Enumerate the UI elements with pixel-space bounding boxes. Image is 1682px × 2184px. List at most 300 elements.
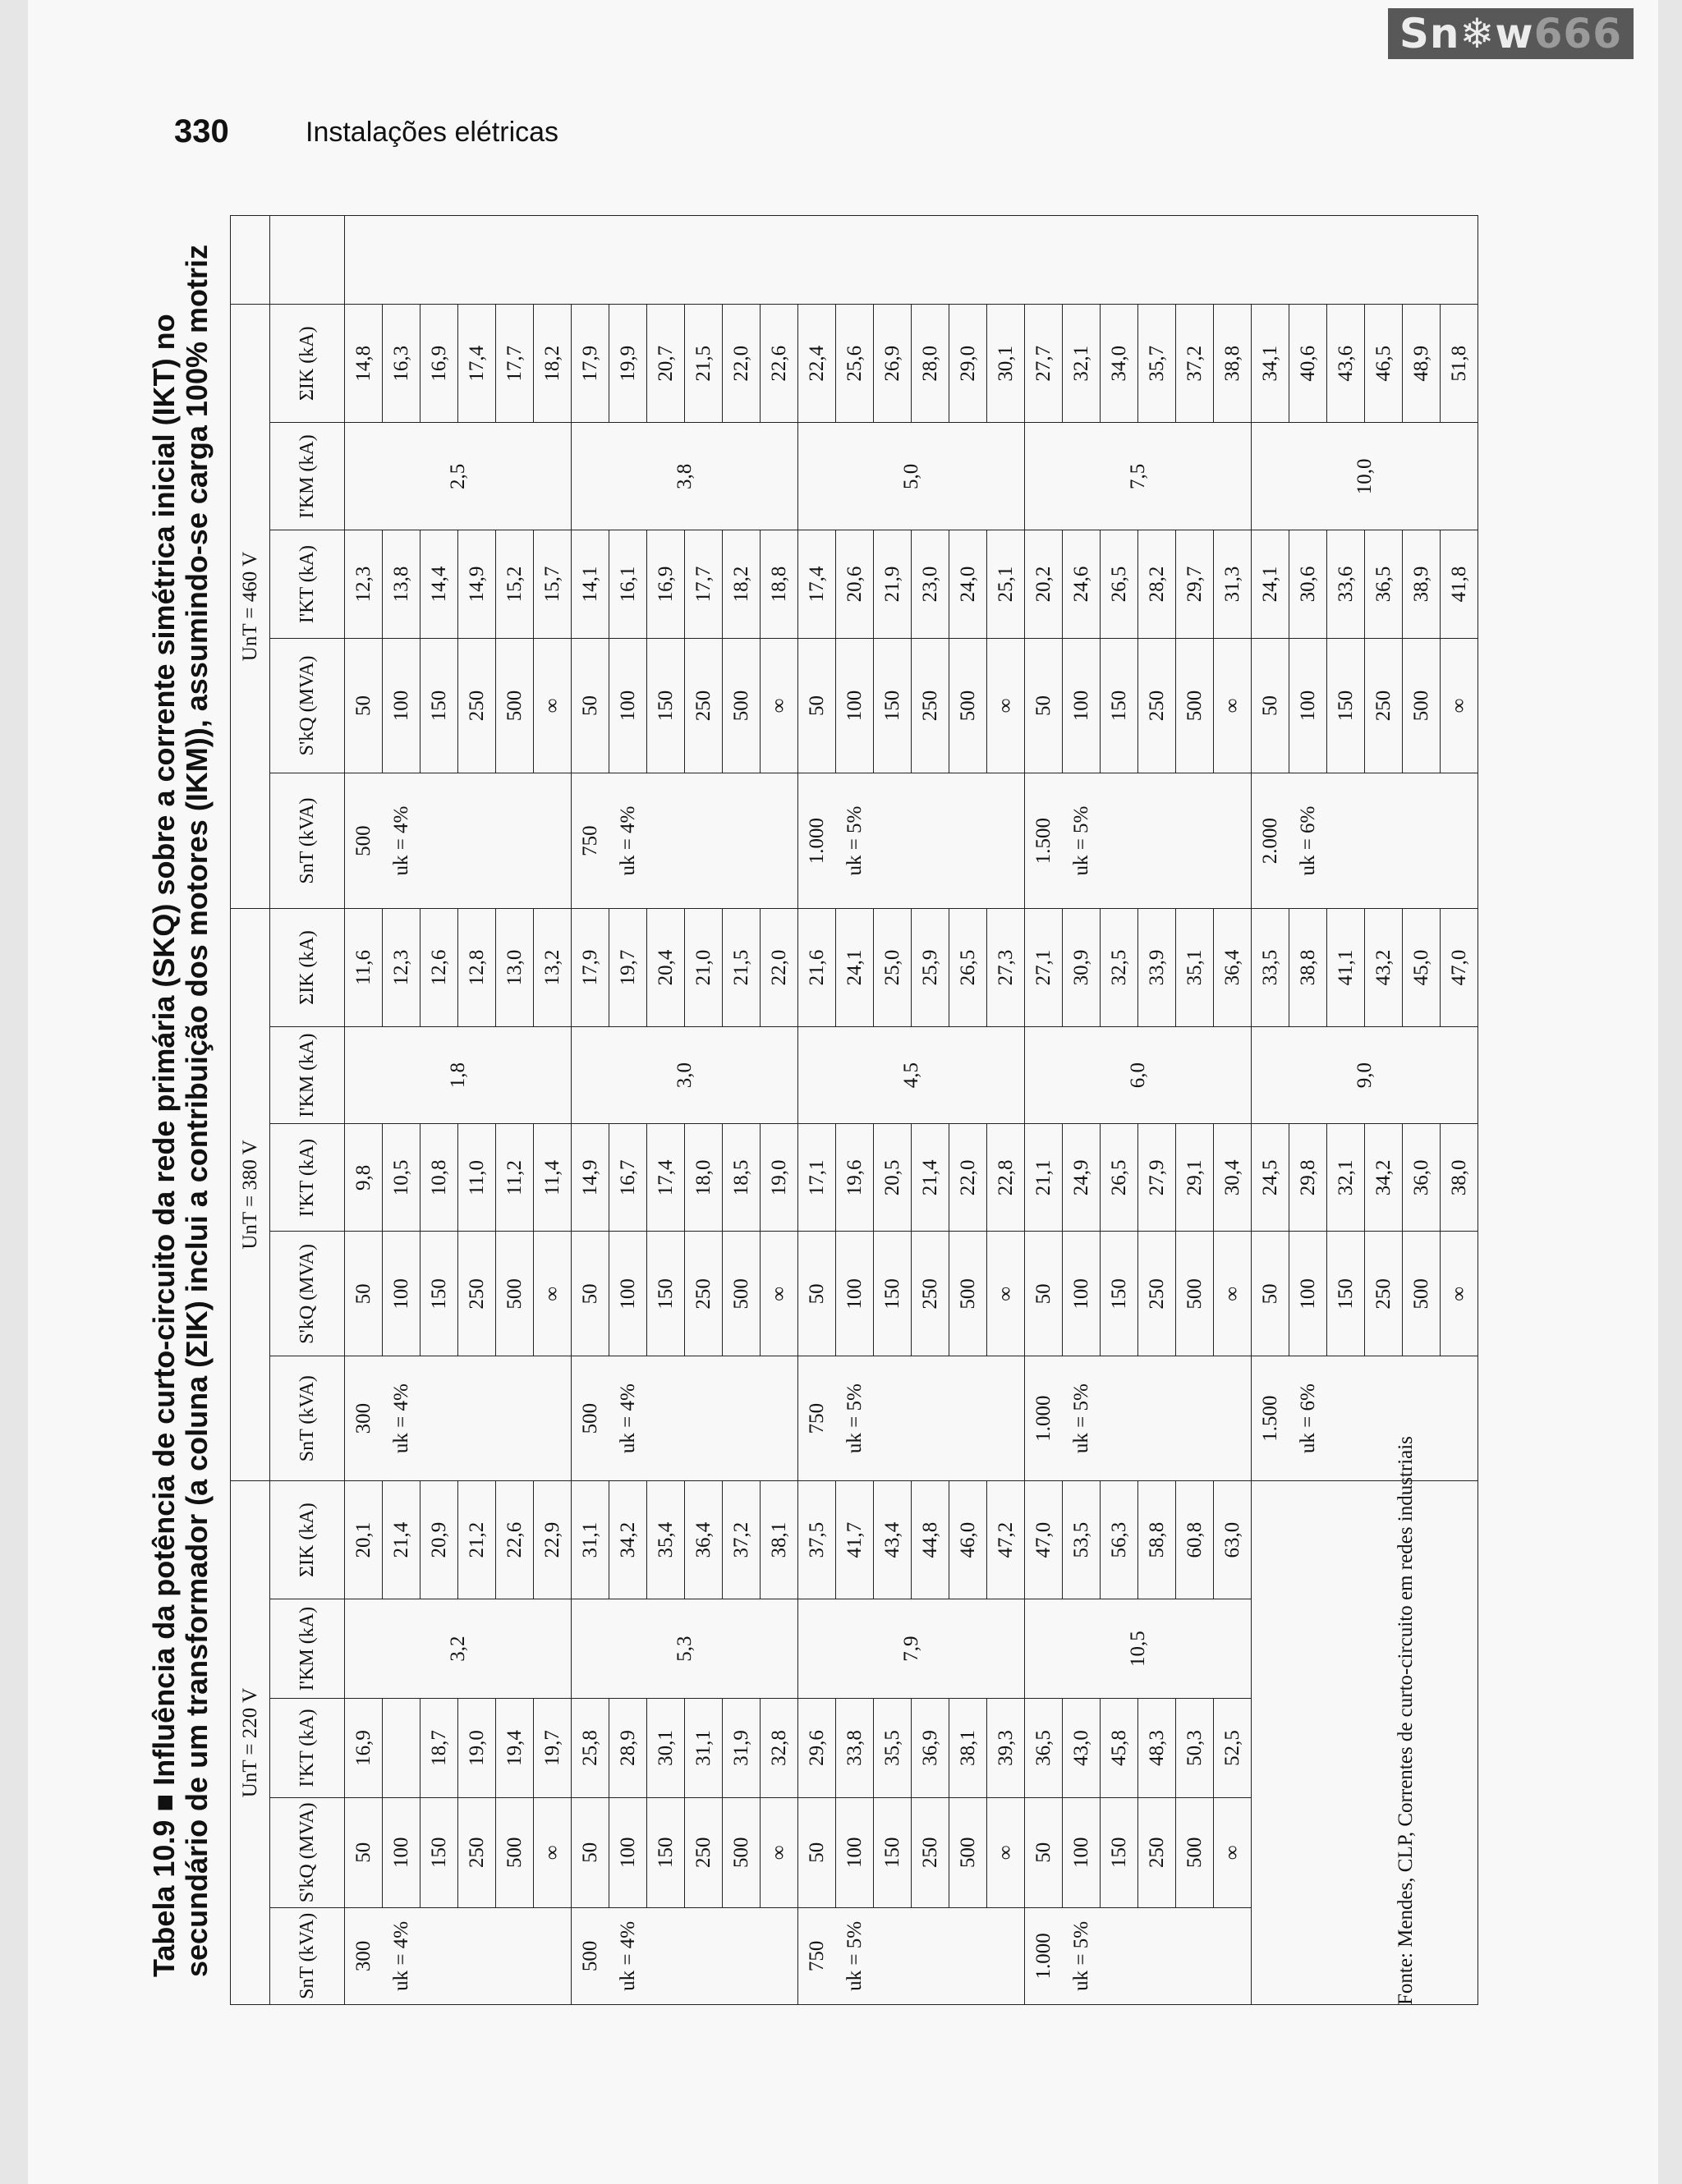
transformer-cell: uk = 4%: [383, 773, 420, 909]
ikt-cell: 25,1: [987, 530, 1025, 638]
transformer-cell: [912, 1907, 949, 2004]
transformer-cell: [458, 1907, 496, 2004]
voltage-group-header: UnT = 380 V: [231, 908, 270, 1480]
sum-ik-cell: 16,3: [383, 305, 420, 423]
transformer-cell: uk = 4%: [383, 1356, 420, 1481]
skq-cell: 50: [1252, 1232, 1289, 1356]
transformer-cell: uk = 5%: [1063, 1907, 1101, 2004]
skq-cell: 50: [1252, 638, 1289, 773]
skq-cell: ∞: [534, 1797, 572, 1907]
column-header: I'KT (kA): [270, 530, 345, 638]
sum-ik-cell: 63,0: [1214, 1481, 1252, 1599]
ikt-cell: 15,2: [496, 530, 534, 638]
sum-ik-cell: 18,2: [534, 305, 572, 423]
voltage-group-header: UnT = 460 V: [231, 305, 270, 909]
transformer-cell: uk = 4%: [383, 1907, 420, 2004]
transformer-cell: [949, 773, 987, 909]
skq-cell: 250: [912, 1797, 949, 1907]
skq-cell: ∞: [1214, 1232, 1252, 1356]
skq-cell: 150: [647, 1797, 685, 1907]
transformer-cell: [949, 1907, 987, 2004]
sum-ik-cell: 46,0: [949, 1481, 987, 1599]
ikt-cell: 28,2: [1138, 530, 1176, 638]
ikt-cell: 24,6: [1063, 530, 1101, 638]
ikm-cell: 6,0: [1025, 1026, 1252, 1123]
skq-cell: 150: [874, 638, 912, 773]
sum-ik-cell: 31,1: [572, 1481, 609, 1599]
transformer-cell: [761, 773, 798, 909]
transformer-cell: [534, 773, 572, 909]
skq-cell: 50: [798, 638, 836, 773]
transformer-cell: [1176, 773, 1214, 909]
ikt-cell: 24,0: [949, 530, 987, 638]
ikt-cell: 12,3: [345, 530, 383, 638]
ikt-cell: 26,5: [1101, 1124, 1138, 1232]
ikm-cell: 5,0: [798, 423, 1025, 530]
transformer-cell: [987, 1356, 1025, 1481]
skq-cell: 500: [949, 638, 987, 773]
ikt-cell: 43,0: [1063, 1699, 1101, 1798]
transformer-cell: [874, 1356, 912, 1481]
column-header: S'kQ (MVA): [270, 1232, 345, 1356]
sum-ik-cell: 47,0: [1025, 1481, 1063, 1599]
column-header: I'KT (kA): [270, 1699, 345, 1798]
transformer-cell: [1101, 1356, 1138, 1481]
sum-ik-cell: 21,5: [723, 908, 761, 1026]
skq-cell: 150: [647, 1232, 685, 1356]
skq-cell: 500: [1176, 1797, 1214, 1907]
sum-ik-cell: 17,9: [572, 305, 609, 423]
skq-cell: 150: [1327, 638, 1365, 773]
sum-ik-cell: 27,3: [987, 908, 1025, 1026]
sum-ik-cell: 20,1: [345, 1481, 383, 1599]
ikt-cell: 36,5: [1025, 1699, 1063, 1798]
transformer-cell: [723, 773, 761, 909]
transformer-cell: [1138, 773, 1176, 909]
transformer-cell: 300: [345, 1356, 383, 1481]
skq-cell: 100: [383, 638, 420, 773]
sum-ik-cell: 22,6: [761, 305, 798, 423]
sum-ik-cell: 44,8: [912, 1481, 949, 1599]
sum-ik-cell: 19,7: [609, 908, 647, 1026]
column-header: ΣIK (kA): [270, 908, 345, 1026]
sum-ik-cell: 22,6: [496, 1481, 534, 1599]
sum-ik-cell: 25,0: [874, 908, 912, 1026]
transformer-cell: [1214, 1356, 1252, 1481]
transformer-cell: [949, 1356, 987, 1481]
ikt-cell: 18,0: [685, 1124, 723, 1232]
skq-cell: 50: [572, 1232, 609, 1356]
transformer-cell: [1138, 1907, 1176, 2004]
sum-ik-cell: 28,0: [912, 305, 949, 423]
transformer-cell: [723, 1356, 761, 1481]
skq-cell: 250: [912, 638, 949, 773]
ikm-cell: 4,5: [798, 1026, 1025, 1123]
ikt-cell: 19,6: [836, 1124, 874, 1232]
sum-ik-cell: 22,9: [534, 1481, 572, 1599]
sum-ik-cell: 51,8: [1441, 305, 1478, 423]
table-row: [1252, 216, 1289, 2005]
skq-cell: 150: [1101, 1232, 1138, 1356]
ikt-cell: 20,2: [1025, 530, 1063, 638]
ikt-cell: 20,5: [874, 1124, 912, 1232]
caption-prefix: Tabela 10.9 ■: [147, 1793, 181, 1977]
ikt-cell: 38,1: [949, 1699, 987, 1798]
table-row: [345, 216, 383, 2005]
skq-cell: 100: [836, 1797, 874, 1907]
ikt-cell: 38,0: [1441, 1124, 1478, 1232]
sum-ik-cell: 36,4: [1214, 908, 1252, 1026]
skq-cell: 50: [1025, 1232, 1063, 1356]
skq-cell: 500: [723, 1232, 761, 1356]
column-header: S'kQ (MVA): [270, 638, 345, 773]
ikt-cell: 30,4: [1214, 1124, 1252, 1232]
ikt-cell: 9,8: [345, 1124, 383, 1232]
skq-cell: ∞: [761, 638, 798, 773]
skq-cell: 50: [345, 1797, 383, 1907]
sum-ik-cell: 35,1: [1176, 908, 1214, 1026]
ikt-cell: 31,9: [723, 1699, 761, 1798]
sum-ik-cell: 43,6: [1327, 305, 1365, 423]
ikt-cell: 22,8: [987, 1124, 1025, 1232]
skq-cell: 100: [1289, 638, 1327, 773]
skq-cell: ∞: [987, 638, 1025, 773]
ikt-cell: 45,8: [1101, 1699, 1138, 1798]
data-table: [230, 215, 1478, 2005]
transformer-cell: [420, 773, 458, 909]
sum-ik-cell: 38,1: [761, 1481, 798, 1599]
watermark-logo: Sn❄w666: [1388, 8, 1634, 59]
column-header: I'KM (kA): [270, 1026, 345, 1123]
skq-cell: 250: [1365, 1232, 1403, 1356]
ikt-cell: 33,8: [836, 1699, 874, 1798]
ikt-cell: 22,0: [949, 1124, 987, 1232]
ikm-cell: 10,0: [1252, 423, 1478, 530]
skq-cell: ∞: [761, 1797, 798, 1907]
skq-cell: 150: [1101, 1797, 1138, 1907]
sum-ik-cell: 53,5: [1063, 1481, 1101, 1599]
ikt-cell: 18,8: [761, 530, 798, 638]
sum-ik-cell: 25,6: [836, 305, 874, 423]
ikt-cell: 36,5: [1365, 530, 1403, 638]
transformer-cell: [534, 1907, 572, 2004]
ikt-cell: 29,6: [798, 1699, 836, 1798]
ikt-cell: 11,4: [534, 1124, 572, 1232]
sum-ik-cell: 21,4: [383, 1481, 420, 1599]
ikt-cell: 32,8: [761, 1699, 798, 1798]
running-head: Instalações elétricas: [306, 117, 559, 148]
ikt-cell: 17,1: [798, 1124, 836, 1232]
empty-cell: [345, 216, 1478, 305]
ikt-cell: [383, 1699, 420, 1798]
sum-ik-cell: 30,9: [1063, 908, 1101, 1026]
transformer-cell: [534, 1356, 572, 1481]
sum-ik-cell: 36,4: [685, 1481, 723, 1599]
sum-ik-cell: 29,0: [949, 305, 987, 423]
transformer-cell: [1101, 773, 1138, 909]
ikt-cell: 36,0: [1403, 1124, 1441, 1232]
ikt-cell: 19,0: [458, 1699, 496, 1798]
ikm-cell: 3,2: [345, 1599, 572, 1699]
footnote: Fonte: Mendes, CLP, Correntes de curto-circuito em redes industriais: [1395, 1436, 1417, 2005]
voltage-group-header: UnT = 220 V: [231, 1481, 270, 2005]
sum-ik-cell: 27,7: [1025, 305, 1063, 423]
sum-ik-cell: 20,9: [420, 1481, 458, 1599]
transformer-cell: [420, 1907, 458, 2004]
transformer-cell: [723, 1907, 761, 2004]
ikt-cell: 16,9: [647, 530, 685, 638]
voltage-header-row: [231, 216, 270, 2005]
sum-ik-cell: 58,8: [1138, 1481, 1176, 1599]
skq-cell: 500: [496, 638, 534, 773]
ikt-cell: 17,7: [685, 530, 723, 638]
table-row: [798, 216, 836, 2005]
ikt-cell: 23,0: [912, 530, 949, 638]
sum-ik-cell: 41,1: [1327, 908, 1365, 1026]
transformer-cell: [761, 1907, 798, 2004]
sum-ik-cell: 26,5: [949, 908, 987, 1026]
ikt-cell: 13,8: [383, 530, 420, 638]
sum-ik-cell: 22,0: [723, 305, 761, 423]
skq-cell: 250: [1138, 638, 1176, 773]
transformer-cell: [1176, 1907, 1214, 2004]
ikt-cell: 14,9: [572, 1124, 609, 1232]
transformer-cell: uk = 4%: [609, 1907, 647, 2004]
skq-cell: 500: [723, 1797, 761, 1907]
table-row: [572, 216, 609, 2005]
sum-ik-cell: 12,3: [383, 908, 420, 1026]
column-header: S'kQ (MVA): [270, 1797, 345, 1907]
ikt-cell: 19,4: [496, 1699, 534, 1798]
skq-cell: 250: [1138, 1797, 1176, 1907]
transformer-cell: [761, 1356, 798, 1481]
ikt-cell: 30,6: [1289, 530, 1327, 638]
transformer-cell: uk = 5%: [1063, 1356, 1101, 1481]
ikt-cell: 39,3: [987, 1699, 1025, 1798]
transformer-cell: [685, 1907, 723, 2004]
transformer-cell: [685, 1356, 723, 1481]
sum-ik-cell: 21,0: [685, 908, 723, 1026]
skq-cell: 100: [609, 1232, 647, 1356]
ikt-cell: 17,4: [647, 1124, 685, 1232]
skq-cell: 500: [949, 1797, 987, 1907]
transformer-cell: 750: [798, 1907, 836, 2004]
transformer-cell: 1.500: [1252, 1356, 1289, 1481]
ikt-cell: 16,7: [609, 1124, 647, 1232]
transformer-cell: [1327, 773, 1365, 909]
sum-ik-cell: 21,6: [798, 908, 836, 1026]
rotated-table-area: [140, 190, 1470, 2005]
skq-cell: 50: [798, 1797, 836, 1907]
transformer-cell: 1.000: [1025, 1907, 1063, 2004]
skq-cell: 250: [685, 1797, 723, 1907]
transformer-cell: [874, 773, 912, 909]
skq-cell: 100: [1063, 1232, 1101, 1356]
transformer-cell: [912, 1356, 949, 1481]
ikt-cell: 41,8: [1441, 530, 1478, 638]
transformer-cell: 300: [345, 1907, 383, 2004]
transformer-cell: [496, 1356, 534, 1481]
transformer-cell: 1.000: [798, 773, 836, 909]
sum-ik-cell: 27,1: [1025, 908, 1063, 1026]
ikt-cell: 52,5: [1214, 1699, 1252, 1798]
skq-cell: 250: [685, 1232, 723, 1356]
transformer-cell: [685, 773, 723, 909]
skq-cell: 500: [496, 1232, 534, 1356]
column-header: ΣIK (kA): [270, 1481, 345, 1599]
sum-ik-cell: 22,0: [761, 908, 798, 1026]
transformer-cell: 1.000: [1025, 1356, 1063, 1481]
transformer-cell: 750: [798, 1356, 836, 1481]
ikt-cell: 35,5: [874, 1699, 912, 1798]
sum-ik-cell: 14,8: [345, 305, 383, 423]
skq-cell: 250: [685, 638, 723, 773]
transformer-cell: [1327, 1356, 1365, 1481]
skq-cell: 100: [1063, 1797, 1101, 1907]
ikt-cell: 11,0: [458, 1124, 496, 1232]
ikt-cell: 18,2: [723, 530, 761, 638]
ikt-cell: 20,6: [836, 530, 874, 638]
ikt-cell: 33,6: [1327, 530, 1365, 638]
transformer-cell: [912, 773, 949, 909]
ikt-cell: 10,5: [383, 1124, 420, 1232]
ikm-cell: 1,8: [345, 1026, 572, 1123]
empty-cell: [270, 216, 345, 305]
ikt-cell: 18,5: [723, 1124, 761, 1232]
sum-ik-cell: 32,5: [1101, 908, 1138, 1026]
sum-ik-cell: 19,9: [609, 305, 647, 423]
skq-cell: 50: [572, 638, 609, 773]
sum-ik-cell: 40,6: [1289, 305, 1327, 423]
sum-ik-cell: 43,4: [874, 1481, 912, 1599]
transformer-cell: [647, 773, 685, 909]
sum-ik-cell: 34,2: [609, 1481, 647, 1599]
skq-cell: 100: [609, 1797, 647, 1907]
transformer-cell: [1101, 1907, 1138, 2004]
ikm-cell: 7,5: [1025, 423, 1252, 530]
skq-cell: 50: [1025, 1797, 1063, 1907]
sum-ik-cell: 41,7: [836, 1481, 874, 1599]
skq-cell: 50: [345, 638, 383, 773]
skq-cell: 100: [1063, 638, 1101, 773]
sum-ik-cell: 34,1: [1252, 305, 1289, 423]
skq-cell: 250: [458, 1232, 496, 1356]
transformer-cell: 500: [572, 1356, 609, 1481]
skq-cell: 150: [1327, 1232, 1365, 1356]
transformer-cell: [1441, 773, 1478, 909]
ikt-cell: 15,7: [534, 530, 572, 638]
ikt-cell: 29,7: [1176, 530, 1214, 638]
sum-ik-cell: 33,9: [1138, 908, 1176, 1026]
skq-cell: ∞: [1214, 638, 1252, 773]
ikt-cell: 31,1: [685, 1699, 723, 1798]
sum-ik-cell: 17,7: [496, 305, 534, 423]
skq-cell: ∞: [534, 1232, 572, 1356]
transformer-cell: [1214, 1907, 1252, 2004]
skq-cell: 250: [912, 1232, 949, 1356]
ikt-cell: 28,9: [609, 1699, 647, 1798]
transformer-cell: [496, 1907, 534, 2004]
ikt-cell: 30,1: [647, 1699, 685, 1798]
sum-ik-cell: 16,9: [420, 305, 458, 423]
ikt-cell: 32,1: [1327, 1124, 1365, 1232]
sum-ik-cell: 37,2: [723, 1481, 761, 1599]
transformer-cell: 2.000: [1252, 773, 1289, 909]
ikt-cell: 10,8: [420, 1124, 458, 1232]
ikt-cell: 16,1: [609, 530, 647, 638]
ikm-cell: 9,0: [1252, 1026, 1478, 1123]
transformer-cell: [1403, 773, 1441, 909]
ikt-cell: 11,2: [496, 1124, 534, 1232]
skq-cell: 250: [1138, 1232, 1176, 1356]
column-header: ΣIK (kA): [270, 305, 345, 423]
skq-cell: 100: [609, 638, 647, 773]
skq-cell: 150: [420, 1797, 458, 1907]
sum-ik-cell: 56,3: [1101, 1481, 1138, 1599]
ikt-cell: 14,4: [420, 530, 458, 638]
ikt-cell: 14,9: [458, 530, 496, 638]
sum-ik-cell: 46,5: [1365, 305, 1403, 423]
ikt-cell: 31,3: [1214, 530, 1252, 638]
skq-cell: 150: [874, 1797, 912, 1907]
sum-ik-cell: 35,7: [1138, 305, 1176, 423]
transformer-cell: [1441, 1356, 1478, 1481]
transformer-cell: uk = 5%: [836, 1356, 874, 1481]
ikt-cell: 21,4: [912, 1124, 949, 1232]
sum-ik-cell: 20,7: [647, 305, 685, 423]
ikt-cell: 26,5: [1101, 530, 1138, 638]
ikt-cell: 17,4: [798, 530, 836, 638]
sum-ik-cell: 22,4: [798, 305, 836, 423]
ikm-cell: 10,5: [1025, 1599, 1252, 1699]
ikm-cell: 5,3: [572, 1599, 798, 1699]
sum-ik-cell: 43,2: [1365, 908, 1403, 1026]
skq-cell: 50: [572, 1797, 609, 1907]
transformer-cell: [1365, 773, 1403, 909]
caption-text: Influência da potência de curto-circuito da rede primária (SKQ) sobre a corrente simétrica inicial (IKT) no secundário de um transformador (a coluna (ΣIK) inclui a contribuição dos motores (IKM)), assumindo-se carga 100% motriz: [147, 245, 214, 1977]
skq-cell: 100: [1289, 1232, 1327, 1356]
ikt-cell: 16,9: [345, 1699, 383, 1798]
skq-cell: 500: [496, 1797, 534, 1907]
ikt-cell: 48,3: [1138, 1699, 1176, 1798]
empty-block: [1252, 1481, 1478, 2005]
skq-cell: 150: [1101, 638, 1138, 773]
sum-ik-cell: 21,2: [458, 1481, 496, 1599]
skq-cell: 250: [458, 1797, 496, 1907]
sum-ik-cell: 38,8: [1214, 305, 1252, 423]
transformer-cell: [1214, 773, 1252, 909]
skq-cell: 500: [723, 638, 761, 773]
transformer-cell: uk = 5%: [1063, 773, 1101, 909]
sum-ik-cell: 12,8: [458, 908, 496, 1026]
column-header-row: [270, 216, 345, 2005]
transformer-cell: [987, 1907, 1025, 2004]
skq-cell: 50: [798, 1232, 836, 1356]
skq-cell: 150: [420, 1232, 458, 1356]
skq-cell: ∞: [761, 1232, 798, 1356]
transformer-cell: uk = 6%: [1289, 773, 1327, 909]
skq-cell: ∞: [1214, 1797, 1252, 1907]
ikt-cell: 38,9: [1403, 530, 1441, 638]
transformer-cell: 500: [572, 1907, 609, 2004]
sum-ik-cell: 26,9: [874, 305, 912, 423]
sum-ik-cell: 33,5: [1252, 908, 1289, 1026]
sum-ik-cell: 21,5: [685, 305, 723, 423]
sum-ik-cell: 47,2: [987, 1481, 1025, 1599]
skq-cell: 100: [383, 1232, 420, 1356]
skq-cell: 100: [836, 1232, 874, 1356]
skq-cell: 500: [949, 1232, 987, 1356]
